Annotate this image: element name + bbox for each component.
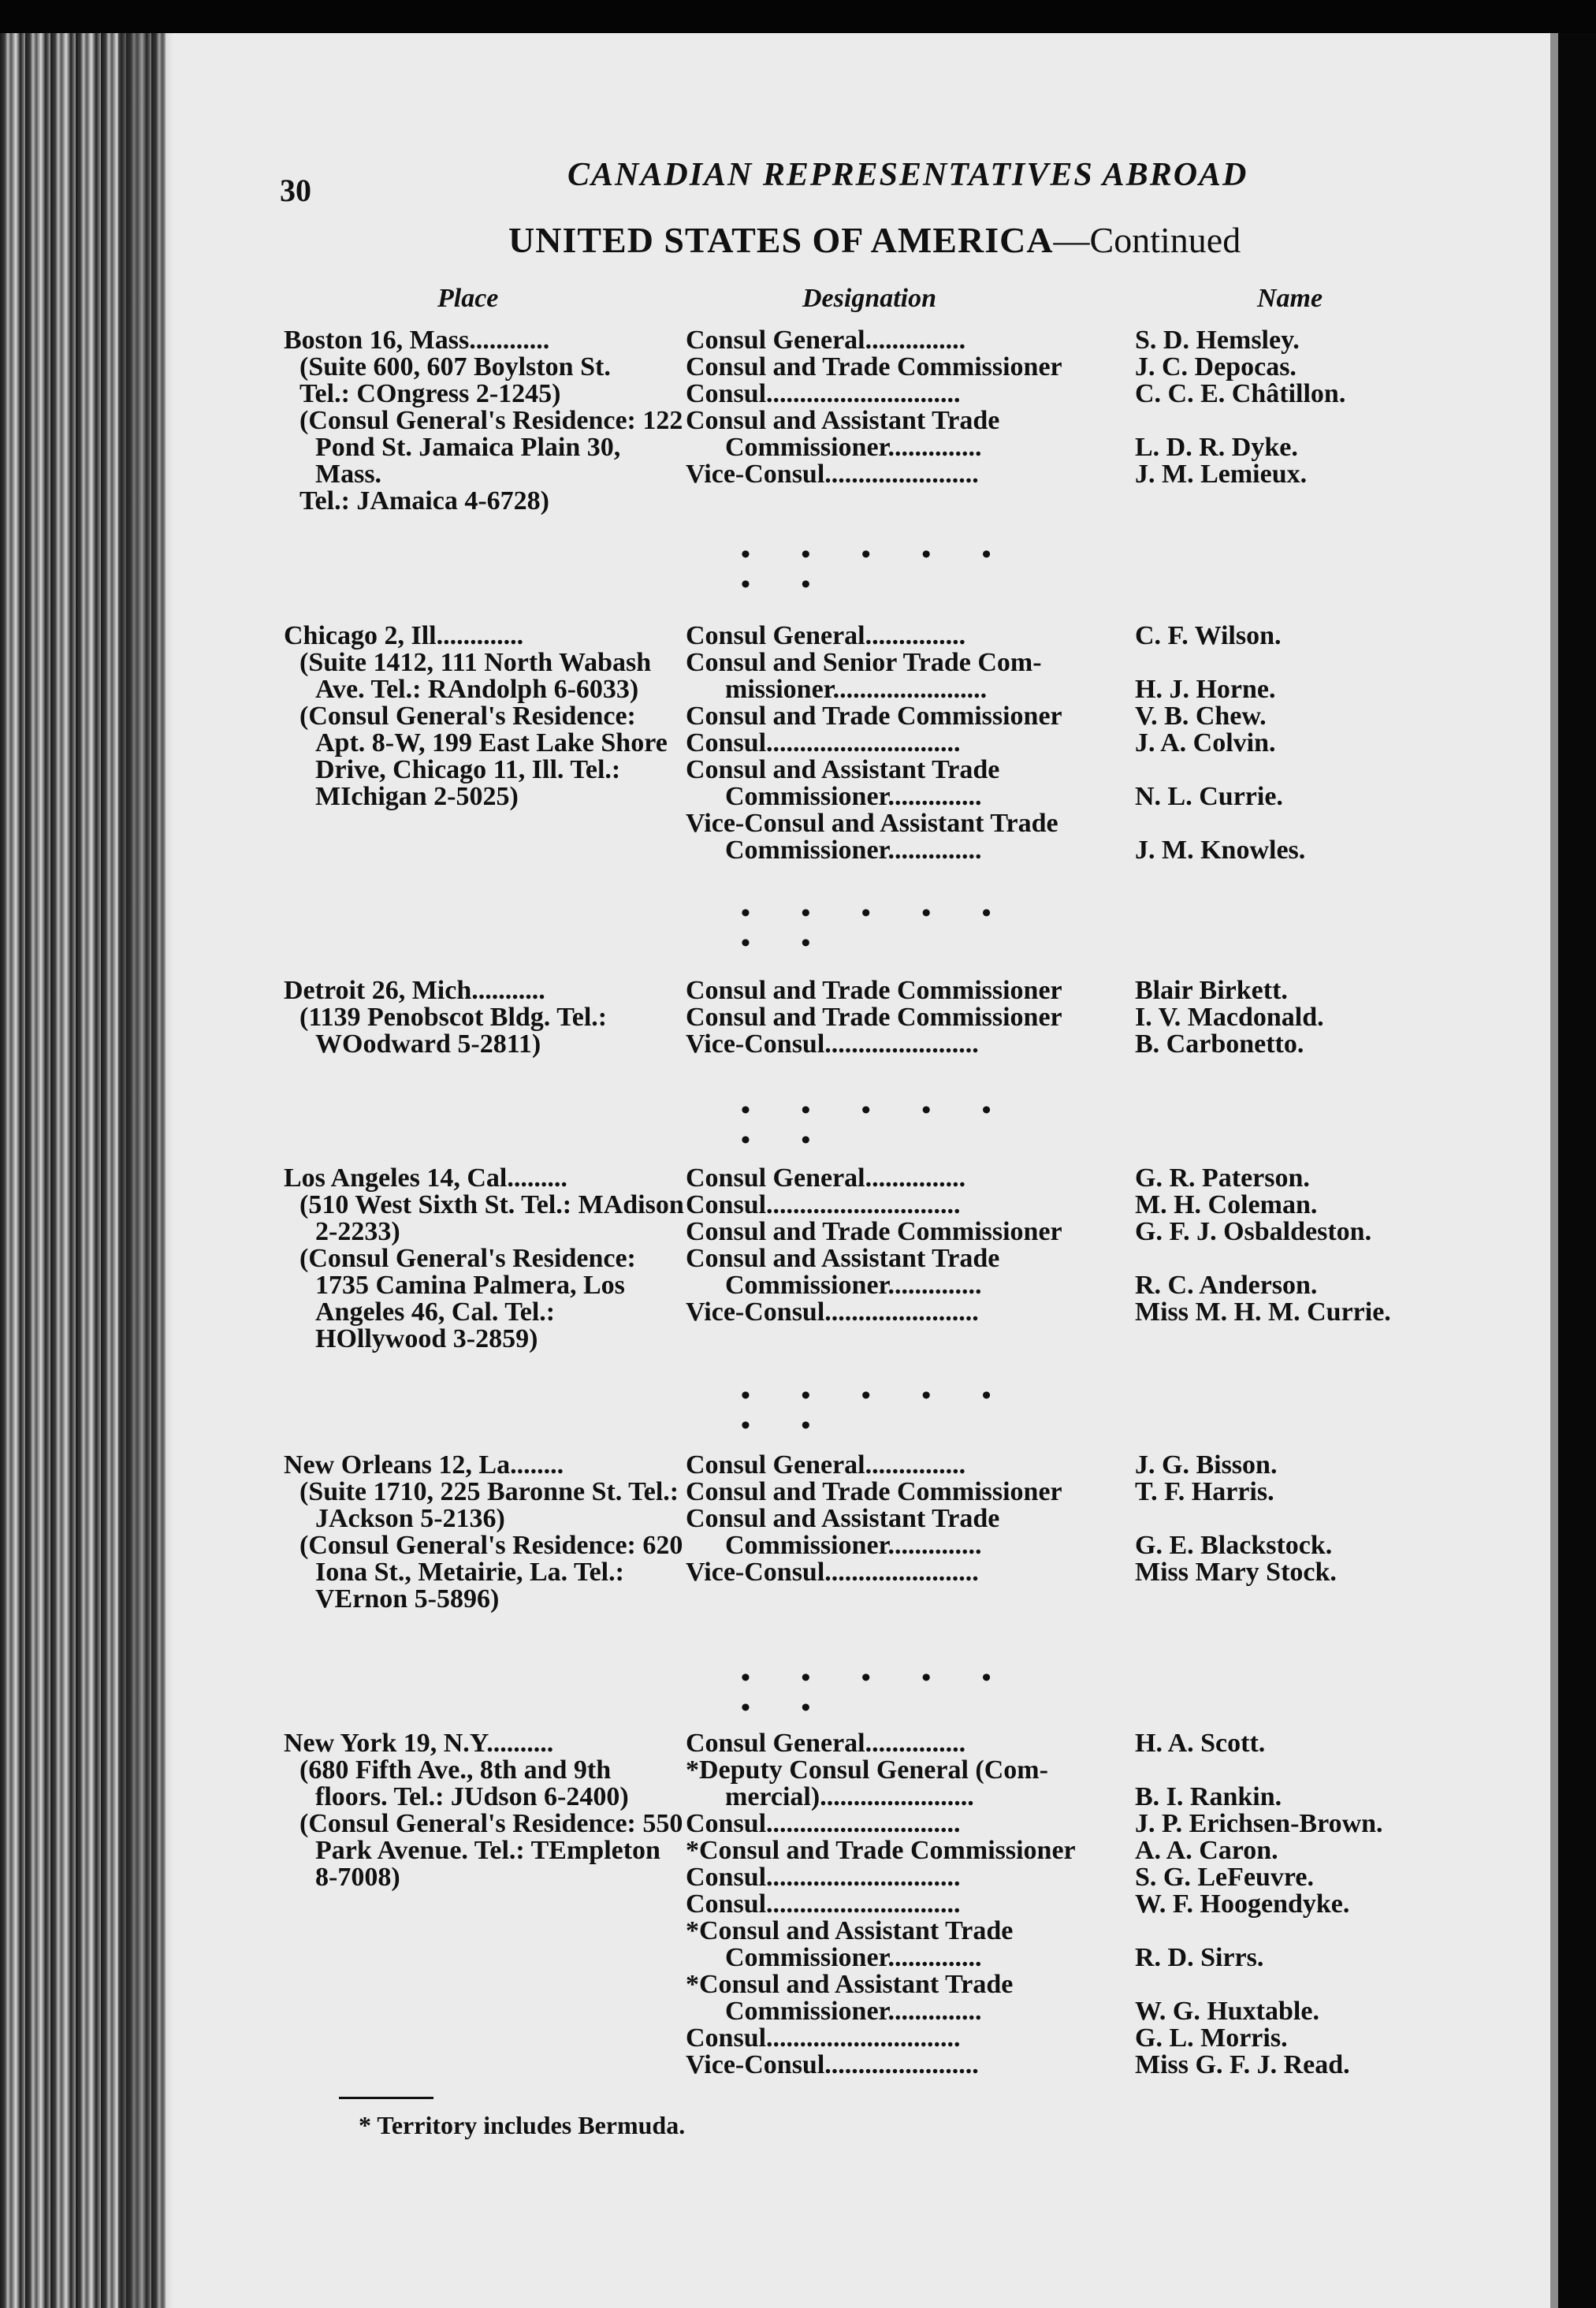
designation-continuation: Commissioner.............. xyxy=(725,1943,982,1972)
scan-top-border xyxy=(0,0,1596,33)
designation: Consul and Trade Commissioner xyxy=(686,1217,1062,1246)
officer-row xyxy=(686,1811,1450,1837)
running-head: CANADIAN REPRESENTATIVES ABROAD xyxy=(567,157,1248,193)
officer-row xyxy=(686,1971,1450,2025)
designation: Consul General............... xyxy=(686,1729,966,1758)
section-title xyxy=(508,219,1241,261)
officer-row xyxy=(686,730,1450,757)
officer-name-cell xyxy=(1111,1245,1450,1299)
designation xyxy=(686,757,1111,810)
officer-list xyxy=(686,327,1450,488)
place-address: (510 West Sixth St. Tel.: MAdison 2-2233) xyxy=(299,1190,684,1246)
officer-name-cell xyxy=(1111,757,1450,810)
officer-list xyxy=(686,977,1450,1058)
officer-name: J. M. Knowles. xyxy=(1135,836,1306,865)
place-address: (Suite 1412, 111 North Wabash Ave. Tel.: RAndolph 6-6033) xyxy=(299,648,652,704)
officer-list xyxy=(686,1165,1450,1326)
section-separator: • • • • • • • xyxy=(741,1663,1014,1722)
officer-row xyxy=(686,623,1450,650)
officer-row xyxy=(686,2052,1450,2079)
designation-line: Vice-Consul and Assistant Trade xyxy=(686,809,1058,838)
designation-line: *Deputy Consul General (Com- xyxy=(686,1755,1048,1785)
designation xyxy=(686,650,1111,703)
designation: Consul............................. xyxy=(686,2023,961,2053)
designation: Vice-Consul....................... xyxy=(686,1558,979,1587)
designation-continuation: mercial)....................... xyxy=(725,1782,974,1811)
place-residence: (Consul General's Residence: 620 Iona St., Metairie, La. Tel.: VErnon 5-5896) xyxy=(299,1531,683,1614)
officer-name: G. E. Blackstock. xyxy=(1135,1531,1333,1560)
section-separator: • • • • • • • xyxy=(741,540,1014,599)
officer-name: G. F. J. Osbaldeston. xyxy=(1135,1217,1372,1246)
officer-row xyxy=(686,650,1450,703)
officer-row xyxy=(686,1757,1450,1811)
designation: Consul and Trade Commissioner xyxy=(686,1477,1062,1506)
officer-row xyxy=(686,1837,1450,1864)
designation: Consul and Trade Commissioner xyxy=(686,702,1062,731)
officer-list xyxy=(686,1730,1450,2079)
designation: Vice-Consul....................... xyxy=(686,1297,979,1327)
designation: Consul............................. xyxy=(686,1809,961,1838)
officer-name: H. A. Scott. xyxy=(1135,1729,1266,1758)
designation-line: Consul and Assistant Trade xyxy=(686,755,1000,784)
place-city: Los Angeles 14, Cal......... xyxy=(284,1163,567,1193)
officer-row xyxy=(686,1245,1450,1299)
officer-name-cell xyxy=(1111,1757,1450,1811)
designation: Consul............................. xyxy=(686,1190,961,1219)
officer-name: Miss G. F. J. Read. xyxy=(1135,2050,1350,2079)
entry-boston xyxy=(284,327,1450,515)
officer-name-cell xyxy=(1111,408,1450,461)
officer-name-cell xyxy=(1111,1971,1450,2025)
place-telephone: Tel.: COngress 2-1245) xyxy=(299,379,561,408)
place-address: (Suite 1710, 225 Baronne St. Tel.: JAckson 5-2136) xyxy=(299,1477,679,1533)
designation xyxy=(686,1757,1111,1811)
designation-line: *Consul and Assistant Trade xyxy=(686,1970,1014,1999)
designation xyxy=(686,1245,1111,1299)
designation-continuation: Commissioner.............. xyxy=(725,782,982,811)
entry-detroit xyxy=(284,977,1450,1058)
officer-name: J. A. Colvin. xyxy=(1135,728,1276,758)
officer-name: W. G. Huxtable. xyxy=(1135,1997,1319,2026)
officer-list xyxy=(686,1452,1450,1586)
designation xyxy=(686,408,1111,461)
officer-name: J. C. Depocas. xyxy=(1135,352,1297,382)
designation xyxy=(686,1918,1111,1971)
place-city: Detroit 26, Mich........... xyxy=(284,976,545,1005)
officer-row xyxy=(686,1506,1450,1559)
officer-name: V. B. Chew. xyxy=(1135,702,1267,731)
place-residence: (Consul General's Residence: 1735 Camina Palmera, Los Angeles 46, Cal. Tel.: HOllywood 3-2859) xyxy=(299,1244,636,1353)
designation-line: Consul and Assistant Trade xyxy=(686,406,1000,435)
designation: Consul............................. xyxy=(686,1863,961,1892)
designation: Consul............................. xyxy=(686,728,961,758)
officer-name: L. D. R. Dyke. xyxy=(1135,433,1298,462)
column-header-place: Place xyxy=(437,284,499,313)
entry-chicago xyxy=(284,623,1450,864)
officer-name-cell xyxy=(1111,650,1450,703)
officer-name: S. G. LeFeuvre. xyxy=(1135,1863,1314,1892)
place-address: (680 Fifth Ave., 8th and 9th floors. Tel.: JUdson 6-2400) xyxy=(299,1755,629,1811)
officer-name: R. C. Anderson. xyxy=(1135,1271,1318,1300)
officer-row xyxy=(686,810,1450,864)
designation: Consul and Trade Commissioner xyxy=(686,976,1062,1005)
designation: Consul............................. xyxy=(686,1889,961,1919)
designation-line: Consul and Senior Trade Com- xyxy=(686,648,1042,677)
designation-line: Consul and Assistant Trade xyxy=(686,1504,1000,1533)
designation xyxy=(686,1506,1111,1559)
officer-row xyxy=(686,703,1450,730)
place-address: (1139 Penobscot Bldg. Tel.: WOodward 5-2811) xyxy=(299,1003,608,1059)
officer-row xyxy=(686,977,1450,1004)
place-block xyxy=(284,977,686,1058)
officer-row xyxy=(686,1479,1450,1506)
officer-name-cell xyxy=(1111,1506,1450,1559)
footnote-rule xyxy=(339,2097,433,2099)
officer-name: Miss Mary Stock. xyxy=(1135,1558,1337,1587)
designation-continuation: missioner....................... xyxy=(725,675,988,704)
designation-continuation: Commissioner.............. xyxy=(725,836,982,865)
designation-continuation: Commissioner.............. xyxy=(725,1271,982,1300)
officer-row xyxy=(686,1918,1450,1971)
entry-los-angeles xyxy=(284,1165,1450,1353)
officer-name: J. M. Lemieux. xyxy=(1135,460,1308,489)
officer-name-cell xyxy=(1111,810,1450,864)
officer-name-cell xyxy=(1111,1918,1450,1971)
footnote: * Territory includes Bermuda. xyxy=(359,2111,686,2139)
officer-row xyxy=(686,1864,1450,1891)
officer-row xyxy=(686,1165,1450,1192)
officer-name: B. Carbonetto. xyxy=(1135,1029,1304,1059)
place-block xyxy=(284,1730,686,1891)
designation-line: *Consul and Assistant Trade xyxy=(686,1916,1014,1945)
section-title-main: UNITED STATES OF AMERICA xyxy=(508,220,1054,260)
place-city: Boston 16, Mass............ xyxy=(284,326,550,355)
place-block xyxy=(284,1165,686,1353)
designation-line: Consul and Assistant Trade xyxy=(686,1244,1000,1273)
designation-continuation: Commissioner.............. xyxy=(725,433,982,462)
officer-row xyxy=(686,1004,1450,1031)
officer-name: M. H. Coleman. xyxy=(1135,1190,1318,1219)
officer-row xyxy=(686,327,1450,354)
officer-name: Miss M. H. M. Currie. xyxy=(1135,1297,1391,1327)
designation xyxy=(686,810,1111,864)
place-address: (Suite 600, 607 Boylston St. xyxy=(299,352,611,382)
officer-row xyxy=(686,2025,1450,2052)
page-number: 30 xyxy=(280,173,311,208)
officer-name: B. I. Rankin. xyxy=(1135,1782,1282,1811)
gutter-shadow xyxy=(118,33,173,2308)
place-block xyxy=(284,327,686,515)
officer-name: J. G. Bisson. xyxy=(1135,1450,1278,1480)
officer-row xyxy=(686,408,1450,461)
place-residence: (Consul General's Residence: 122 Pond St. Jamaica Plain 30, Mass. xyxy=(299,406,683,489)
officer-list xyxy=(686,623,1450,864)
officer-name: I. V. Macdonald. xyxy=(1135,1003,1324,1032)
officer-name: W. F. Hoogendyke. xyxy=(1135,1889,1350,1919)
officer-row xyxy=(686,354,1450,381)
officer-row xyxy=(686,757,1450,810)
designation-continuation: Commissioner.............. xyxy=(725,1531,982,1560)
designation: Consul............................. xyxy=(686,379,961,408)
officer-row xyxy=(686,1559,1450,1586)
section-separator: • • • • • • • xyxy=(741,899,1014,958)
designation: Vice-Consul....................... xyxy=(686,1029,979,1059)
officer-name: T. F. Harris. xyxy=(1135,1477,1274,1506)
designation: Consul and Trade Commissioner xyxy=(686,352,1062,382)
place-block xyxy=(284,1452,686,1613)
officer-name: H. J. Horne. xyxy=(1135,675,1276,704)
entry-new-york xyxy=(284,1730,1450,2079)
section-separator: • • • • • • • xyxy=(741,1381,1014,1440)
place-city: New Orleans 12, La........ xyxy=(284,1450,564,1480)
officer-name: S. D. Hemsley. xyxy=(1135,326,1300,355)
officer-name: C. C. E. Châtillon. xyxy=(1135,379,1346,408)
place-city: New York 19, N.Y.......... xyxy=(284,1729,554,1758)
officer-row xyxy=(686,1452,1450,1479)
designation: Consul and Trade Commissioner xyxy=(686,1003,1062,1032)
entry-new-orleans xyxy=(284,1452,1450,1613)
officer-name: N. L. Currie. xyxy=(1135,782,1283,811)
officer-row xyxy=(686,1192,1450,1219)
officer-row xyxy=(686,1219,1450,1245)
designation: Vice-Consul....................... xyxy=(686,2050,979,2079)
designation: Consul General............... xyxy=(686,1163,966,1193)
page-edge-strip xyxy=(1550,33,1558,2308)
officer-name: A. A. Caron. xyxy=(1135,1836,1278,1865)
officer-name: J. P. Erichsen-Brown. xyxy=(1135,1809,1383,1838)
place-residence: (Consul General's Residence: 550 Park Avenue. Tel.: TEmpleton 8-7008) xyxy=(299,1809,683,1892)
officer-row xyxy=(686,1299,1450,1326)
officer-name: C. F. Wilson. xyxy=(1135,621,1282,650)
officer-name: G. R. Paterson. xyxy=(1135,1163,1310,1193)
officer-row xyxy=(686,461,1450,488)
place-residence-telephone: Tel.: JAmaica 4-6728) xyxy=(299,486,549,516)
column-header-designation: Designation xyxy=(802,284,937,313)
officer-row xyxy=(686,1031,1450,1058)
officer-row xyxy=(686,1891,1450,1918)
designation xyxy=(686,1971,1111,2025)
designation: Consul General............... xyxy=(686,1450,966,1480)
officer-name: Blair Birkett. xyxy=(1135,976,1288,1005)
officer-row xyxy=(686,381,1450,408)
column-header-name: Name xyxy=(1257,284,1323,313)
scan-right-border xyxy=(1558,33,1596,2308)
place-city: Chicago 2, Ill............. xyxy=(284,621,524,650)
officer-name: G. L. Morris. xyxy=(1135,2023,1288,2053)
place-block xyxy=(284,623,686,810)
officer-name: R. D. Sirrs. xyxy=(1135,1943,1264,1972)
designation: *Consul and Trade Commissioner xyxy=(686,1836,1076,1865)
designation: Vice-Consul....................... xyxy=(686,460,979,489)
section-title-suffix: —Continued xyxy=(1053,220,1241,260)
designation: Consul General............... xyxy=(686,621,966,650)
designation-continuation: Commissioner.............. xyxy=(725,1997,982,2026)
designation: Consul General............... xyxy=(686,326,966,355)
officer-row xyxy=(686,1730,1450,1757)
place-residence: (Consul General's Residence: Apt. 8-W, 199 East Lake Shore Drive, Chicago 11, Ill. Tel.: MIchigan 2-5025) xyxy=(299,702,668,811)
section-separator: • • • • • • • xyxy=(741,1096,1014,1155)
